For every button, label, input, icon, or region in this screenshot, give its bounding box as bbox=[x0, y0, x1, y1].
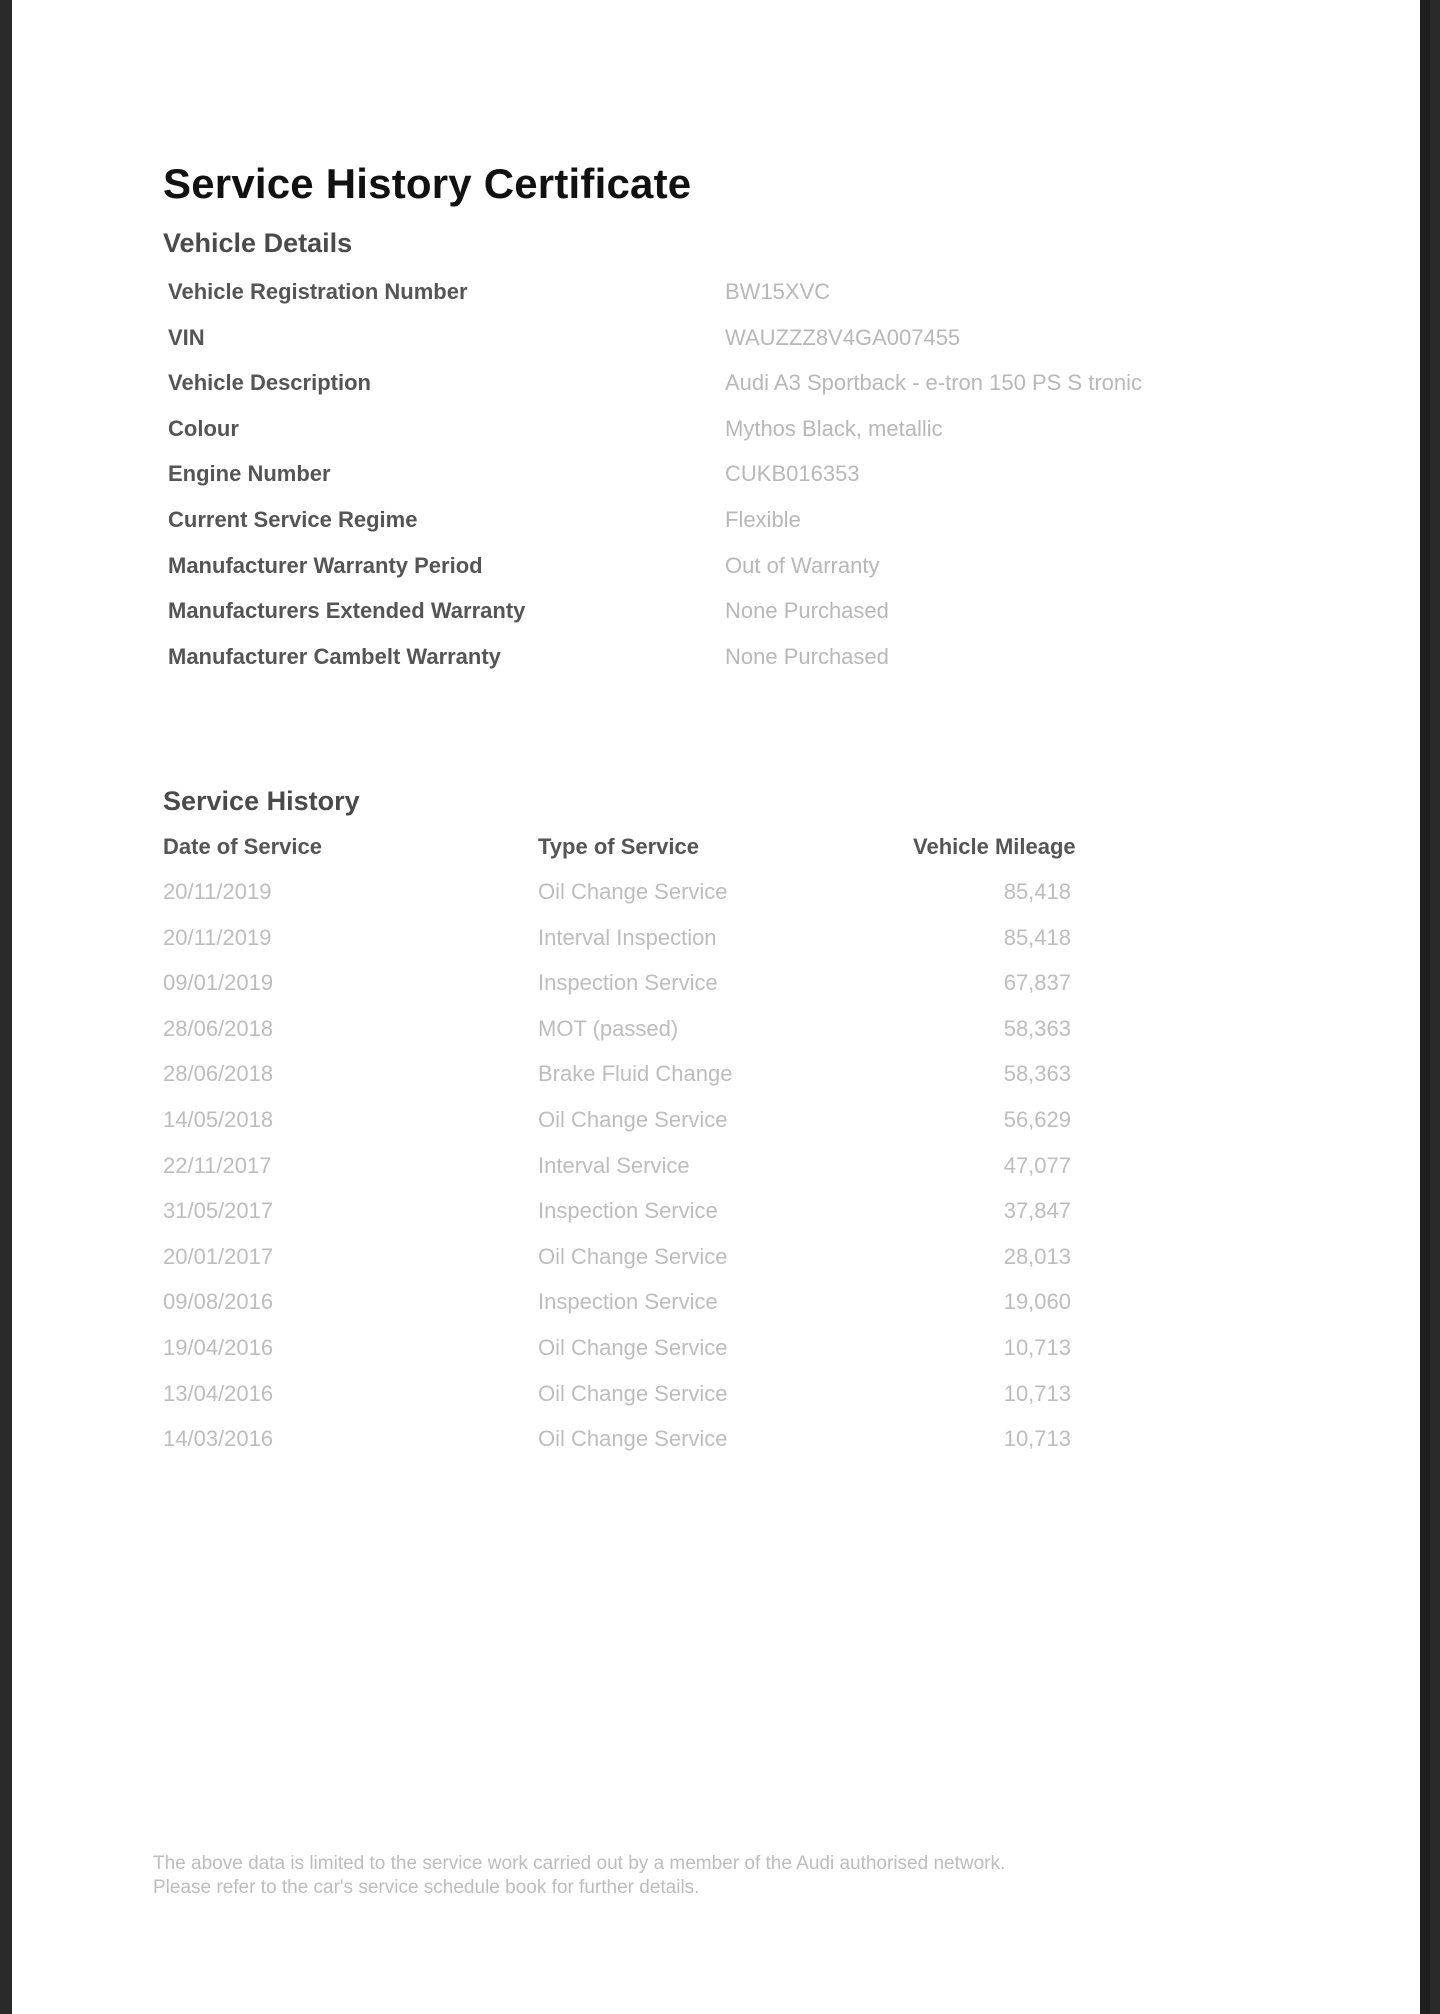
service-date: 20/11/2019 bbox=[163, 879, 272, 904]
service-date: 28/06/2018 bbox=[163, 1061, 274, 1087]
detail-value: Out of Warranty bbox=[725, 552, 880, 578]
footer-line: The above data is limited to the service work carried out by a member of the Audi authorised network. bbox=[153, 1853, 1006, 1874]
detail-label: Vehicle Description bbox=[168, 370, 371, 396]
table-row bbox=[163, 1426, 1163, 1472]
service-date: 14/03/2016 bbox=[163, 1426, 274, 1452]
service-history-table bbox=[163, 834, 1163, 1472]
footer-disclaimer bbox=[153, 1852, 1005, 1900]
detail-label: Colour bbox=[168, 415, 239, 441]
service-mileage: 10,713 bbox=[1003, 1334, 1071, 1360]
service-mileage: 85,418 bbox=[1003, 879, 1071, 904]
service-date: 13/04/2016 bbox=[163, 1380, 274, 1406]
table-row bbox=[163, 1289, 1163, 1335]
detail-value: Mythos Black, metallic bbox=[725, 415, 943, 441]
detail-label: Engine Number bbox=[168, 461, 331, 487]
table-row bbox=[163, 1198, 1163, 1244]
vehicle-details-table bbox=[168, 279, 1268, 689]
service-mileage: 47,077 bbox=[1003, 1152, 1071, 1178]
service-mileage: 67,837 bbox=[1003, 970, 1071, 996]
certificate-page bbox=[12, 0, 1430, 2014]
service-mileage: 10,713 bbox=[1003, 1426, 1071, 1452]
service-date: 31/05/2017 bbox=[163, 1198, 274, 1224]
service-type: Oil Change Service bbox=[538, 879, 728, 904]
service-history-heading: Service History bbox=[163, 786, 360, 816]
service-mileage: 19,060 bbox=[1003, 1289, 1071, 1315]
detail-row bbox=[168, 370, 1268, 416]
detail-label: Vehicle Registration Number bbox=[168, 279, 468, 304]
detail-row bbox=[168, 507, 1268, 553]
vehicle-details-heading: Vehicle Details bbox=[163, 228, 353, 258]
detail-label: Current Service Regime bbox=[168, 506, 418, 532]
service-type: Inspection Service bbox=[538, 970, 718, 996]
detail-label: Manufacturers Extended Warranty bbox=[168, 598, 526, 624]
detail-row bbox=[168, 644, 1268, 690]
service-type: Interval Service bbox=[538, 1152, 690, 1178]
table-row bbox=[163, 1061, 1163, 1107]
service-type: Oil Change Service bbox=[538, 1334, 728, 1360]
service-date: 20/01/2017 bbox=[163, 1243, 274, 1269]
service-type: MOT (passed) bbox=[538, 1015, 679, 1041]
service-date: 19/04/2016 bbox=[163, 1334, 274, 1360]
service-mileage: 28,013 bbox=[1003, 1243, 1071, 1269]
service-type: Oil Change Service bbox=[538, 1106, 728, 1132]
page-edge bbox=[1420, 0, 1430, 2014]
detail-value: BW15XVC bbox=[725, 279, 831, 304]
page-title: Service History Certificate bbox=[163, 160, 692, 207]
service-mileage: 37,847 bbox=[1003, 1198, 1071, 1224]
detail-value: Audi A3 Sportback - e-tron 150 PS S tronic bbox=[725, 370, 1143, 396]
detail-row bbox=[168, 553, 1268, 599]
service-type: Oil Change Service bbox=[538, 1243, 728, 1269]
service-mileage: 85,418 bbox=[1003, 924, 1071, 950]
table-row bbox=[163, 1244, 1163, 1290]
detail-row bbox=[168, 279, 1268, 325]
table-row bbox=[163, 1107, 1163, 1153]
service-mileage: 58,363 bbox=[1003, 1061, 1071, 1087]
service-date: 09/08/2016 bbox=[163, 1289, 274, 1315]
detail-value: None Purchased bbox=[725, 598, 889, 624]
table-row bbox=[163, 970, 1163, 1016]
service-type: Inspection Service bbox=[538, 1289, 718, 1315]
footer-line: Please refer to the car's service schedule book for further details. bbox=[153, 1877, 700, 1898]
table-row bbox=[163, 1381, 1163, 1427]
service-date: 14/05/2018 bbox=[163, 1106, 274, 1132]
service-date: 09/01/2019 bbox=[163, 970, 274, 996]
detail-label: VIN bbox=[168, 324, 205, 350]
detail-value: WAUZZZ8V4GA007455 bbox=[725, 324, 961, 350]
table-row bbox=[163, 879, 1163, 925]
column-header-date: Date of Service bbox=[163, 834, 322, 859]
column-header-type: Type of Service bbox=[538, 834, 699, 859]
column-header-mileage: Vehicle Mileage bbox=[913, 834, 1076, 859]
detail-row bbox=[168, 416, 1268, 462]
service-type: Oil Change Service bbox=[538, 1426, 728, 1452]
service-mileage: 56,629 bbox=[1003, 1106, 1071, 1132]
table-row bbox=[163, 925, 1163, 971]
service-mileage: 10,713 bbox=[1003, 1380, 1071, 1406]
service-mileage: 58,363 bbox=[1003, 1015, 1071, 1041]
service-date: 22/11/2017 bbox=[163, 1152, 272, 1178]
detail-value: CUKB016353 bbox=[725, 461, 860, 487]
service-date: 28/06/2018 bbox=[163, 1015, 274, 1041]
service-type: Inspection Service bbox=[538, 1198, 718, 1224]
service-type: Oil Change Service bbox=[538, 1380, 728, 1406]
table-row bbox=[163, 1153, 1163, 1199]
service-date: 20/11/2019 bbox=[163, 924, 272, 950]
detail-row bbox=[168, 598, 1268, 644]
detail-value: Flexible bbox=[725, 506, 801, 532]
table-row bbox=[163, 1335, 1163, 1381]
table-header-row bbox=[163, 834, 1163, 879]
service-type: Interval Inspection bbox=[538, 924, 717, 950]
detail-row bbox=[168, 325, 1268, 371]
detail-label: Manufacturer Cambelt Warranty bbox=[168, 643, 501, 669]
detail-row bbox=[168, 461, 1268, 507]
detail-label: Manufacturer Warranty Period bbox=[168, 552, 483, 578]
detail-value: None Purchased bbox=[725, 643, 889, 669]
table-row bbox=[163, 1016, 1163, 1062]
service-type: Brake Fluid Change bbox=[538, 1061, 733, 1087]
